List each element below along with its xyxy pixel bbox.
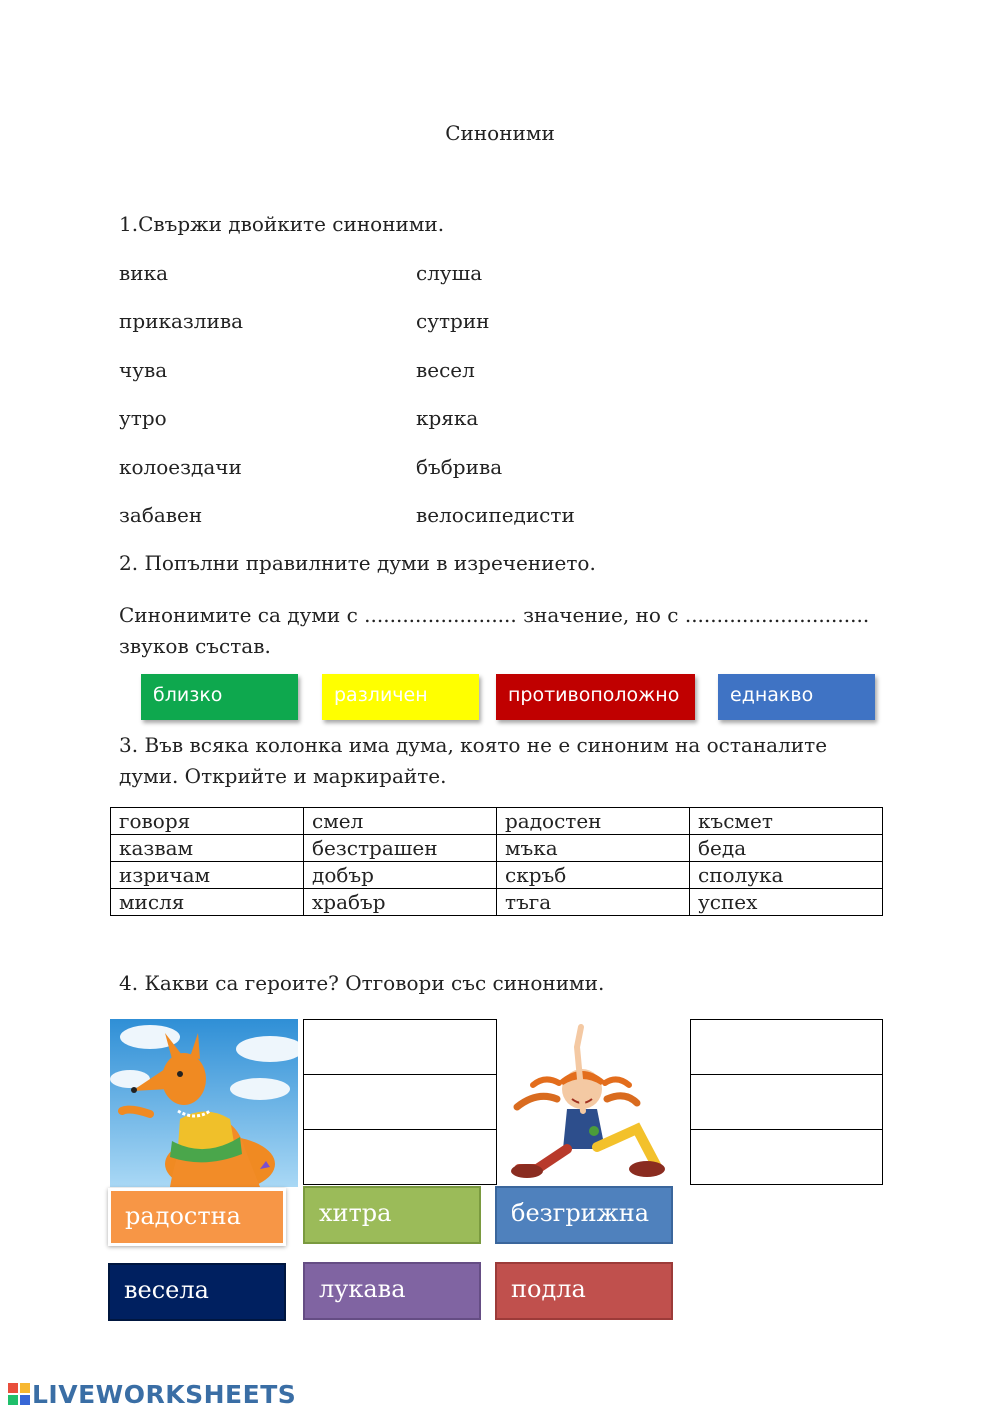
task2-sentence: Синонимите са думи с ........................ значение, но с ............................. звуков състав.: [119, 603, 870, 658]
option-chip-ednakvo[interactable]: еднакво: [718, 674, 875, 720]
task1-heading: 1.Свържи двойките синоними.: [119, 212, 445, 236]
table-cell[interactable]: късмет: [690, 808, 883, 835]
table-cell[interactable]: беда: [690, 835, 883, 862]
task2-heading: 2. Попълни правилните думи в изречението.: [119, 551, 596, 575]
task1-right-word[interactable]: велосипедисти: [416, 503, 575, 527]
task1-right-word[interactable]: кряка: [416, 406, 479, 430]
liveworksheets-logo: [8, 1380, 296, 1408]
table-cell[interactable]: говоря: [111, 808, 304, 835]
task4-heading: 4. Какви са героите? Отговори със синоними.: [119, 971, 605, 995]
table-row: [111, 808, 883, 835]
table-cell[interactable]: сполука: [690, 862, 883, 889]
answer-chip-podla[interactable]: подла: [495, 1262, 673, 1320]
page-title: Синоними: [445, 121, 555, 145]
task1-right-word[interactable]: бъбрива: [416, 455, 503, 479]
table-cell[interactable]: смел: [304, 808, 497, 835]
synonym-table: [110, 807, 883, 916]
task3-heading: 3. Във всяка колонка има дума, която не е синоним на останалите думи. Открийте и маркирайте.: [119, 733, 828, 788]
table-cell[interactable]: мъка: [497, 835, 690, 862]
task1-right-word[interactable]: слуша: [416, 261, 483, 285]
task1-left-word[interactable]: забавен: [119, 503, 203, 527]
liveworksheets-logo-icon: [8, 1382, 30, 1411]
answer-slot[interactable]: [691, 1075, 883, 1130]
table-row: [111, 862, 883, 889]
task1-right-word[interactable]: сутрин: [416, 309, 490, 333]
task1-left-word[interactable]: чува: [119, 358, 168, 382]
option-chip-blizko[interactable]: близко: [141, 674, 298, 720]
task1-right-word[interactable]: весел: [416, 358, 475, 382]
answer-slot[interactable]: [304, 1130, 497, 1185]
answer-slot[interactable]: [304, 1075, 497, 1130]
table-cell[interactable]: добър: [304, 862, 497, 889]
table-cell[interactable]: тъга: [497, 889, 690, 916]
table-cell[interactable]: радостен: [497, 808, 690, 835]
fox-answer-grid: [303, 1019, 497, 1185]
table-row: [111, 835, 883, 862]
answer-chip-bezgrizhna[interactable]: безгрижна: [495, 1186, 673, 1244]
option-chip-protivopolozhno[interactable]: противоположно: [496, 674, 695, 720]
option-chip-razlichen[interactable]: различен: [322, 674, 479, 720]
table-row: [111, 889, 883, 916]
task1-left-word[interactable]: утро: [119, 406, 167, 430]
table-cell[interactable]: успех: [690, 889, 883, 916]
answer-slot[interactable]: [304, 1020, 497, 1075]
answer-chip-vesela[interactable]: весела: [108, 1263, 286, 1321]
answer-slot[interactable]: [691, 1130, 883, 1185]
liveworksheets-brand: LIVEWORKSHEETS: [32, 1380, 297, 1409]
table-cell[interactable]: мисля: [111, 889, 304, 916]
task1-left-word[interactable]: вика: [119, 261, 169, 285]
task1-left-word[interactable]: колоездачи: [119, 455, 242, 479]
table-cell[interactable]: казвам: [111, 835, 304, 862]
table-cell[interactable]: скръб: [497, 862, 690, 889]
table-cell[interactable]: изричам: [111, 862, 304, 889]
answer-chip-radostna[interactable]: радостна: [108, 1188, 286, 1246]
answer-chip-lukava[interactable]: лукава: [303, 1262, 481, 1320]
fox-character-image: [110, 1019, 298, 1187]
task1-left-word[interactable]: приказлива: [119, 309, 244, 333]
pippi-character-image: [497, 1019, 689, 1187]
answer-chip-hitra[interactable]: хитра: [303, 1186, 481, 1244]
table-cell[interactable]: безстрашен: [304, 835, 497, 862]
pippi-answer-grid: [690, 1019, 883, 1185]
table-cell[interactable]: храбър: [304, 889, 497, 916]
answer-slot[interactable]: [691, 1020, 883, 1075]
